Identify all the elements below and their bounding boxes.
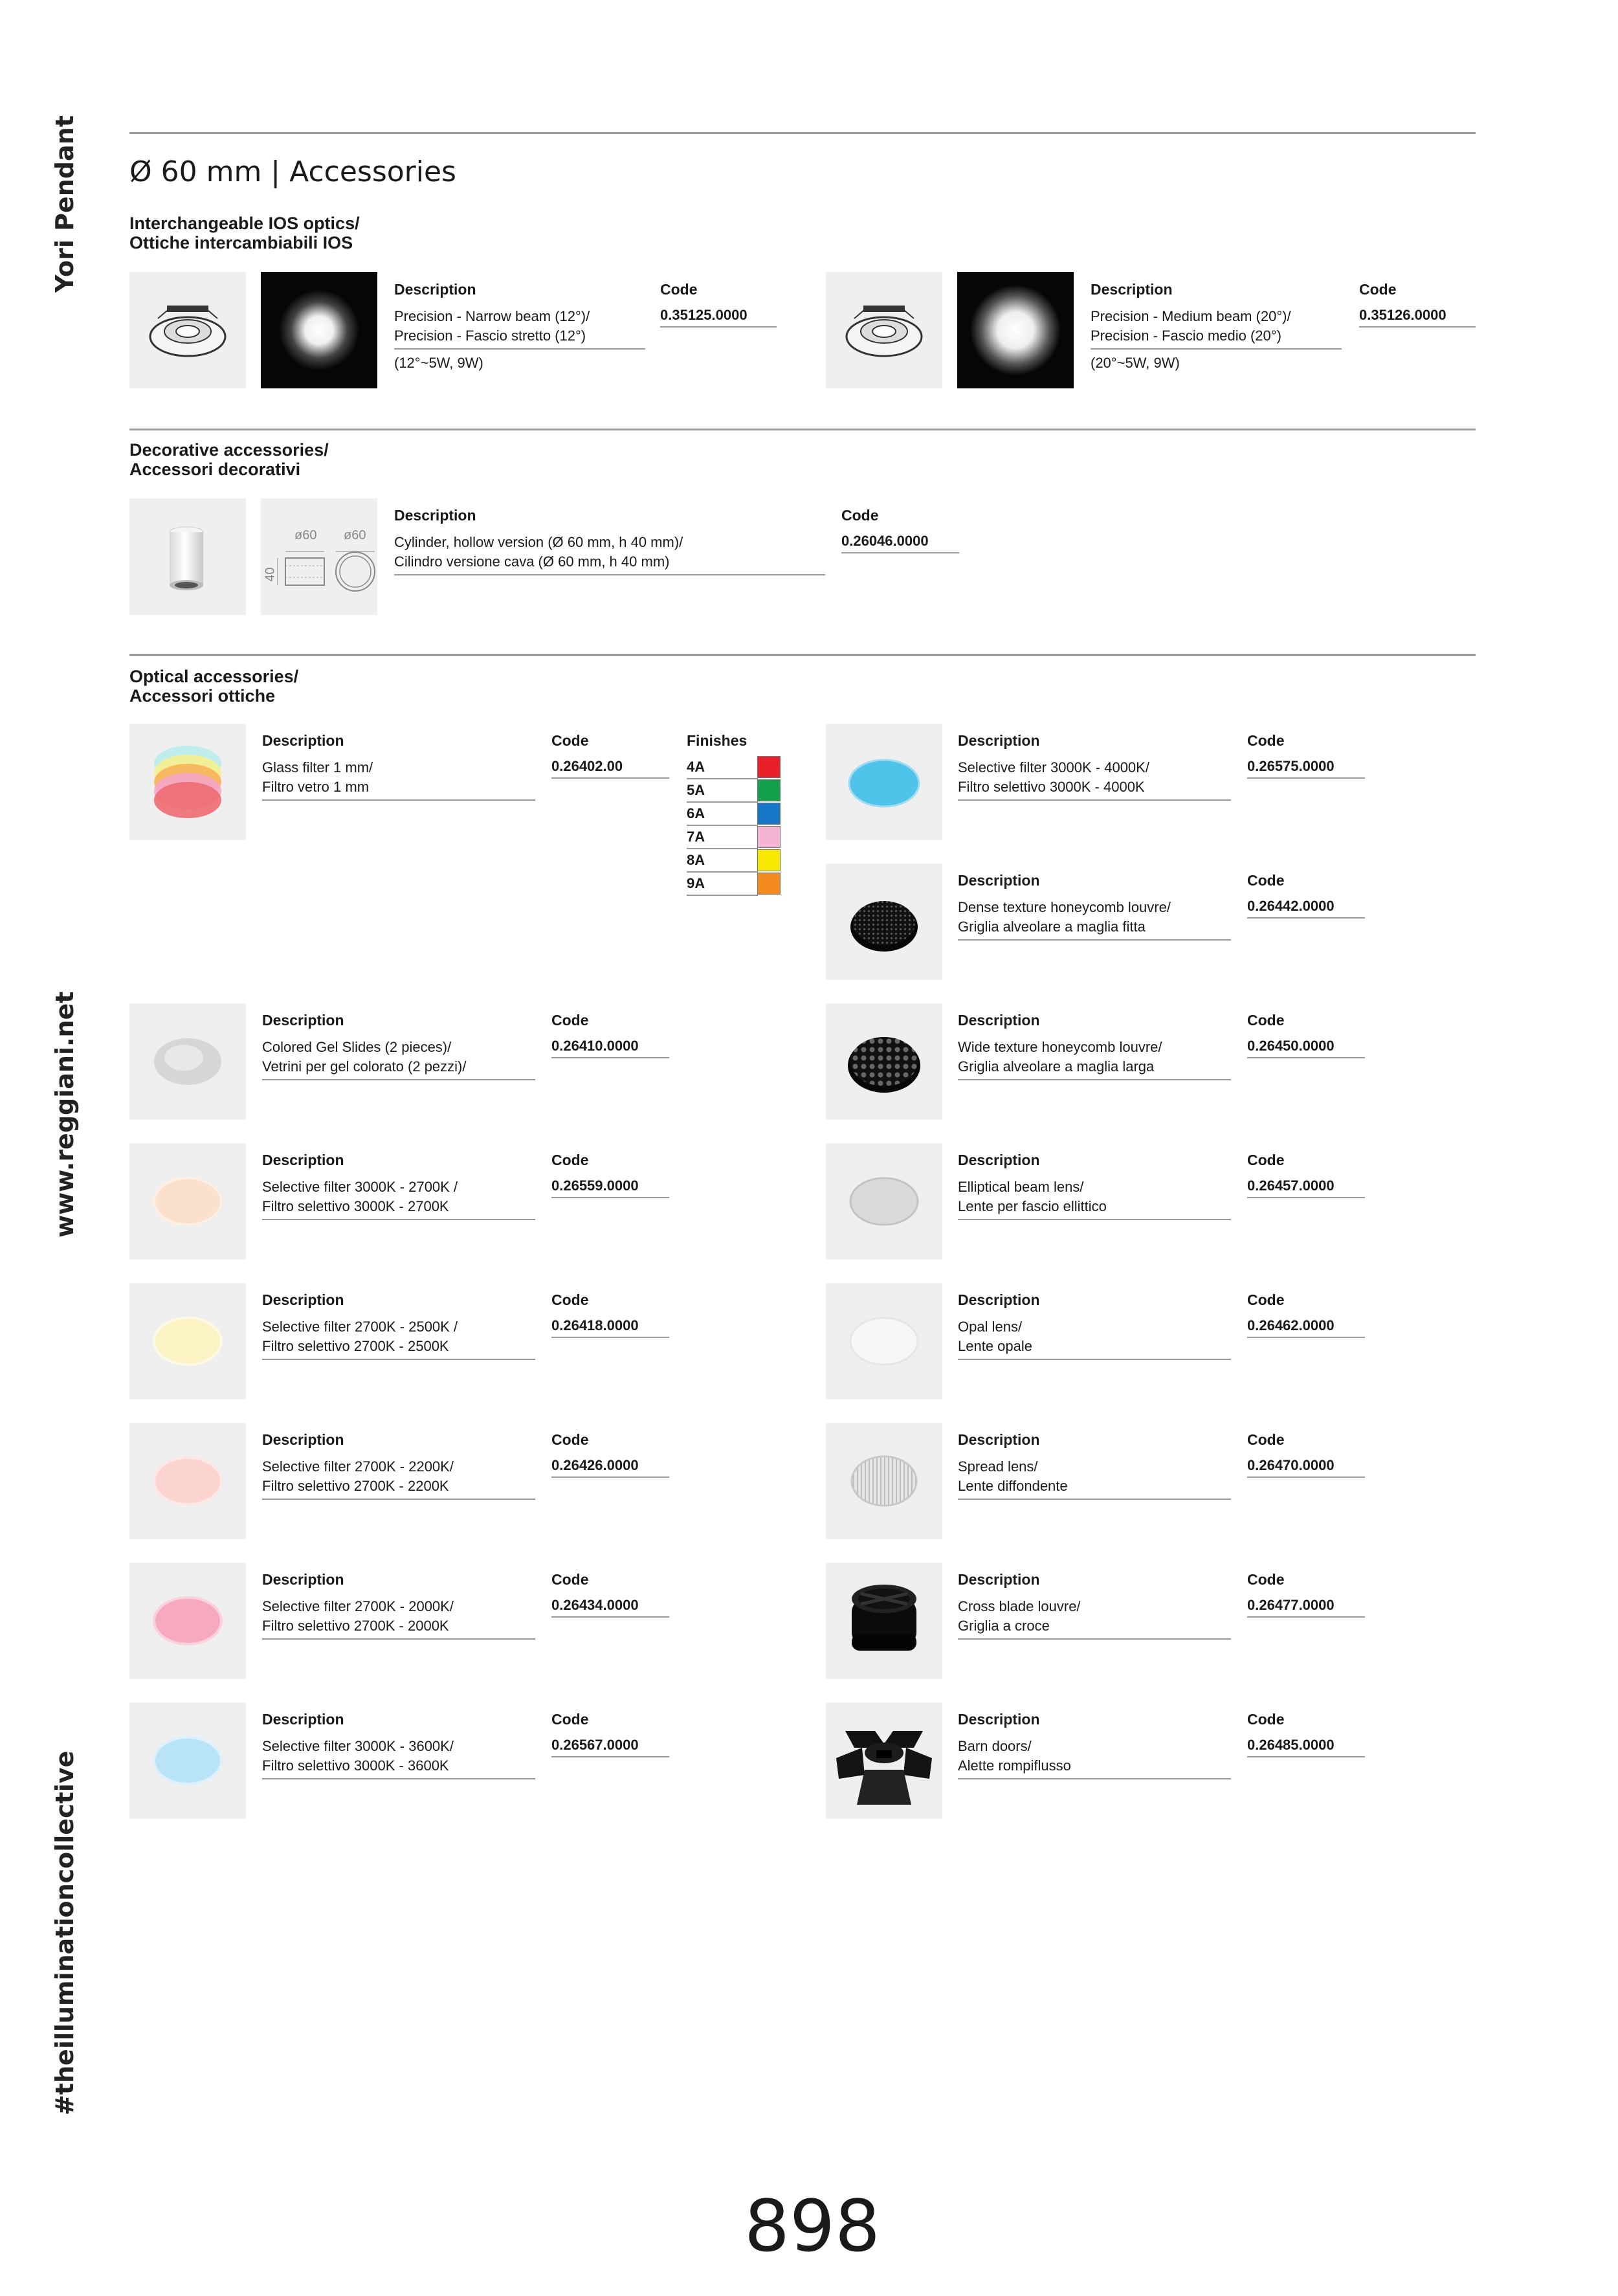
accessory-image bbox=[826, 1143, 942, 1260]
glass-filter-image bbox=[129, 724, 246, 840]
finish-code: 9A bbox=[687, 875, 705, 891]
accessory-image bbox=[826, 864, 942, 980]
section-title-line: Decorative accessories/ bbox=[129, 440, 329, 460]
description-text bbox=[262, 1457, 535, 1500]
description-label: Description bbox=[262, 1152, 344, 1168]
description-label: Description bbox=[262, 1571, 344, 1588]
selective-filter-icon bbox=[129, 1283, 246, 1399]
description-line: Vetrini per gel colorato (2 pezzi)/ bbox=[262, 1058, 467, 1075]
description-line: Filtro selettivo 2700K - 2500K bbox=[262, 1338, 449, 1354]
selective-filter-icon bbox=[129, 1563, 246, 1679]
section-title-ios bbox=[129, 214, 360, 252]
description-line: Wide texture honeycomb louvre/ bbox=[958, 1039, 1162, 1055]
description-text bbox=[958, 1737, 1231, 1779]
accessory-image bbox=[129, 1702, 246, 1819]
code-label: Code bbox=[551, 732, 589, 749]
description-line: Colored Gel Slides (2 pieces)/ bbox=[262, 1039, 452, 1055]
description-line: Lente diffondente bbox=[958, 1478, 1068, 1494]
description-line: Filtro selettivo 3000K - 2700K bbox=[262, 1198, 449, 1214]
section-title-line: Optical accessories/ bbox=[129, 667, 299, 686]
description-line: Filtro vetro 1 mm bbox=[262, 779, 370, 795]
accessory-image bbox=[826, 1702, 942, 1819]
diameter-dimension: ø60 bbox=[344, 528, 366, 542]
description-line: Elliptical beam lens/ bbox=[958, 1179, 1084, 1195]
description-line: Precision - Fascio medio (20°) bbox=[1091, 328, 1281, 344]
code-label: Code bbox=[551, 1711, 589, 1728]
barn-doors-icon bbox=[826, 1702, 942, 1819]
finish-code: 5A bbox=[687, 782, 705, 798]
code-label: Code bbox=[1247, 1431, 1285, 1448]
description-text bbox=[262, 1597, 535, 1640]
section-title-line: Accessori decorativi bbox=[129, 460, 301, 479]
narrow-beam-glow-icon bbox=[261, 272, 377, 388]
description-text bbox=[262, 1038, 535, 1080]
description-line: Selective filter 2700K - 2200K/ bbox=[262, 1458, 454, 1475]
honeycomb-louvre-icon bbox=[826, 1003, 942, 1120]
honeycomb-louvre-icon bbox=[826, 864, 942, 980]
description-label: Description bbox=[958, 1291, 1040, 1308]
description-line: Filtro selettivo 3000K - 3600K bbox=[262, 1757, 449, 1774]
description-label: Description bbox=[958, 1571, 1040, 1588]
description-line: Lente opale bbox=[958, 1338, 1032, 1354]
description-line: Barn doors/ bbox=[958, 1738, 1032, 1754]
finish-swatch bbox=[757, 826, 781, 848]
code-label: Code bbox=[1247, 1152, 1285, 1168]
accessory-image bbox=[129, 1423, 246, 1539]
description-label: Description bbox=[262, 1431, 344, 1448]
finish-swatch-row bbox=[687, 826, 781, 849]
code-label: Code bbox=[1247, 1571, 1285, 1588]
product-code: 0.26442.0000 bbox=[1247, 898, 1365, 919]
description-label: Description bbox=[958, 732, 1040, 749]
finish-swatch bbox=[757, 803, 781, 825]
description-line: Cilindro versione cava (Ø 60 mm, h 40 mm) bbox=[394, 553, 670, 570]
product-side-label: Yori Pendant bbox=[50, 115, 79, 293]
description-line: Griglia alveolare a maglia larga bbox=[958, 1058, 1155, 1075]
accessory-image bbox=[826, 1423, 942, 1539]
lens-icon bbox=[826, 1283, 942, 1399]
product-code: 0.26450.0000 bbox=[1247, 1038, 1365, 1058]
cross-blade-louvre-icon bbox=[826, 1563, 942, 1679]
code-label: Code bbox=[551, 1431, 589, 1448]
description-line: Filtro selettivo 2700K - 2200K bbox=[262, 1478, 449, 1494]
description-text bbox=[958, 1317, 1231, 1360]
description-label: Description bbox=[262, 1012, 344, 1029]
description-line: Alette rompiflusso bbox=[958, 1757, 1071, 1774]
finish-swatch-row bbox=[687, 779, 781, 803]
accessory-image bbox=[826, 1003, 942, 1120]
accessory-image bbox=[826, 1283, 942, 1399]
height-dimension: 40 bbox=[263, 567, 278, 582]
product-code: 0.26559.0000 bbox=[551, 1177, 669, 1198]
product-code: 0.26567.0000 bbox=[551, 1737, 669, 1757]
product-code: 0.26434.0000 bbox=[551, 1597, 669, 1618]
description-text bbox=[262, 1737, 535, 1779]
technical-drawing-icon bbox=[261, 498, 377, 615]
ios-optic-image bbox=[826, 272, 942, 388]
description-text bbox=[958, 1038, 1231, 1080]
description-line: Selective filter 3000K - 3600K/ bbox=[262, 1738, 454, 1754]
description-text bbox=[262, 1177, 535, 1220]
ios-optic-image bbox=[129, 272, 246, 388]
code-label: Code bbox=[551, 1152, 589, 1168]
description-line: Griglia alveolare a maglia fitta bbox=[958, 919, 1146, 935]
finish-swatch bbox=[757, 849, 781, 871]
product-code: 0.35125.0000 bbox=[660, 307, 777, 328]
code-label: Code bbox=[660, 281, 698, 298]
section-title-line: Ottiche intercambiabili IOS bbox=[129, 233, 353, 252]
description-line: Filtro selettivo 2700K - 2000K bbox=[262, 1618, 449, 1634]
description-label: Description bbox=[262, 1711, 344, 1728]
description-line: Selective filter 3000K - 4000K/ bbox=[958, 759, 1149, 775]
finish-swatch-row bbox=[687, 756, 781, 779]
finish-code: 7A bbox=[687, 829, 705, 845]
description-text bbox=[262, 758, 535, 801]
description-text bbox=[262, 1317, 535, 1360]
description-line: Precision - Fascio stretto (12°) bbox=[394, 328, 586, 344]
description-line: Cross blade louvre/ bbox=[958, 1598, 1081, 1614]
lens-icon bbox=[826, 1143, 942, 1260]
description-label: Description bbox=[394, 281, 476, 298]
selective-filter-icon bbox=[129, 1423, 246, 1539]
section-title-optical bbox=[129, 667, 298, 706]
accessory-image bbox=[129, 1003, 246, 1120]
accessory-image bbox=[826, 724, 942, 840]
description-line: Precision - Narrow beam (12°)/ bbox=[394, 308, 590, 324]
hashtag-side-label: #theilluminationcollective bbox=[50, 1750, 79, 2115]
diameter-dimension: ø60 bbox=[294, 528, 317, 542]
beam-photo bbox=[957, 272, 1074, 388]
cylinder-icon bbox=[129, 498, 246, 615]
description-text bbox=[958, 898, 1231, 941]
description-label: Description bbox=[262, 1291, 344, 1308]
section-title-decorative bbox=[129, 440, 329, 479]
finish-code: 4A bbox=[687, 759, 705, 775]
description-label: Description bbox=[394, 507, 476, 524]
description-line: Selective filter 2700K - 2500K / bbox=[262, 1319, 458, 1335]
description-text bbox=[958, 758, 1231, 801]
finish-swatch bbox=[757, 756, 781, 778]
cylinder-image bbox=[129, 498, 246, 615]
accessory-image bbox=[129, 1143, 246, 1260]
wattage-note: (12°~5W, 9W) bbox=[394, 355, 483, 371]
finish-swatch bbox=[757, 779, 781, 801]
code-label: Code bbox=[1247, 872, 1285, 889]
description-line: Lente per fascio ellittico bbox=[958, 1198, 1107, 1214]
wattage-note: (20°~5W, 9W) bbox=[1091, 355, 1180, 371]
finish-swatch-row bbox=[687, 849, 781, 873]
accessory-image bbox=[826, 1563, 942, 1679]
downlight-optic-icon bbox=[826, 272, 942, 388]
code-label: Code bbox=[1359, 281, 1397, 298]
downlight-optic-icon bbox=[129, 272, 246, 388]
description-line: Spread lens/ bbox=[958, 1458, 1038, 1475]
section-rule bbox=[129, 429, 1476, 430]
product-code: 0.26462.0000 bbox=[1247, 1317, 1365, 1338]
section-title-line: Interchangeable IOS optics/ bbox=[129, 214, 360, 233]
description-text bbox=[394, 533, 825, 575]
cylinder-drawing bbox=[261, 498, 377, 615]
product-code: 0.26477.0000 bbox=[1247, 1597, 1365, 1618]
beam-photo bbox=[261, 272, 377, 388]
description-line: Griglia a croce bbox=[958, 1618, 1050, 1634]
product-code: 0.26575.0000 bbox=[1247, 758, 1365, 779]
spread-lens-icon bbox=[826, 1423, 942, 1539]
selective-filter-icon bbox=[129, 1143, 246, 1260]
code-label: Code bbox=[1247, 1711, 1285, 1728]
description-line: Precision - Medium beam (20°)/ bbox=[1091, 308, 1291, 324]
description-label: Description bbox=[958, 1431, 1040, 1448]
product-code: 0.26410.0000 bbox=[551, 1038, 669, 1058]
description-text bbox=[1091, 307, 1342, 350]
description-text bbox=[394, 307, 645, 350]
code-label: Code bbox=[551, 1012, 589, 1029]
finish-swatch-row bbox=[687, 873, 781, 896]
code-label: Code bbox=[551, 1291, 589, 1308]
gel-slide-icon bbox=[129, 1003, 246, 1120]
product-code: 0.26457.0000 bbox=[1247, 1177, 1365, 1198]
description-line: Cylinder, hollow version (Ø 60 mm, h 40 mm)/ bbox=[394, 534, 683, 550]
page-number: 898 bbox=[744, 2185, 880, 2268]
description-label: Description bbox=[958, 1152, 1040, 1168]
description-text bbox=[958, 1177, 1231, 1220]
page-title: Ø 60 mm | Accessories bbox=[129, 155, 456, 188]
product-code: 0.26485.0000 bbox=[1247, 1737, 1365, 1757]
description-line: Filtro selettivo 3000K - 4000K bbox=[958, 779, 1145, 795]
code-label: Code bbox=[841, 507, 879, 524]
code-label: Code bbox=[1247, 1012, 1285, 1029]
accessory-image bbox=[129, 1283, 246, 1399]
website-side-label: www.reggiani.net bbox=[50, 991, 79, 1238]
selective-filter-icon bbox=[826, 724, 942, 840]
finish-swatch bbox=[757, 873, 781, 895]
description-label: Description bbox=[262, 732, 344, 749]
product-code: 0.26470.0000 bbox=[1247, 1457, 1365, 1478]
finish-swatch-row bbox=[687, 803, 781, 826]
description-label: Description bbox=[1091, 281, 1173, 298]
top-rule bbox=[129, 132, 1476, 134]
description-line: Dense texture honeycomb louvre/ bbox=[958, 899, 1171, 915]
description-label: Description bbox=[958, 1012, 1040, 1029]
description-line: Opal lens/ bbox=[958, 1319, 1023, 1335]
section-rule bbox=[129, 654, 1476, 656]
section-title-line: Accessori ottiche bbox=[129, 686, 276, 706]
description-text bbox=[958, 1457, 1231, 1500]
description-line: Selective filter 3000K - 2700K / bbox=[262, 1179, 458, 1195]
code-label: Code bbox=[551, 1571, 589, 1588]
code-label: Code bbox=[1247, 732, 1285, 749]
product-code: 0.26402.00 bbox=[551, 758, 669, 779]
accessory-image bbox=[129, 1563, 246, 1679]
description-text bbox=[958, 1597, 1231, 1640]
finishes-label: Finishes bbox=[687, 732, 748, 749]
product-code: 0.35126.0000 bbox=[1359, 307, 1476, 328]
selective-filter-icon bbox=[129, 1702, 246, 1819]
description-label: Description bbox=[958, 872, 1040, 889]
code-label: Code bbox=[1247, 1291, 1285, 1308]
finish-code: 8A bbox=[687, 852, 705, 868]
description-line: Selective filter 2700K - 2000K/ bbox=[262, 1598, 454, 1614]
glass-filter-stack-icon bbox=[129, 724, 246, 840]
medium-beam-glow-icon bbox=[957, 272, 1074, 388]
finish-code: 6A bbox=[687, 805, 705, 821]
product-code: 0.26046.0000 bbox=[841, 533, 959, 553]
product-code: 0.26426.0000 bbox=[551, 1457, 669, 1478]
product-code: 0.26418.0000 bbox=[551, 1317, 669, 1338]
description-label: Description bbox=[958, 1711, 1040, 1728]
description-line: Glass filter 1 mm/ bbox=[262, 759, 373, 775]
